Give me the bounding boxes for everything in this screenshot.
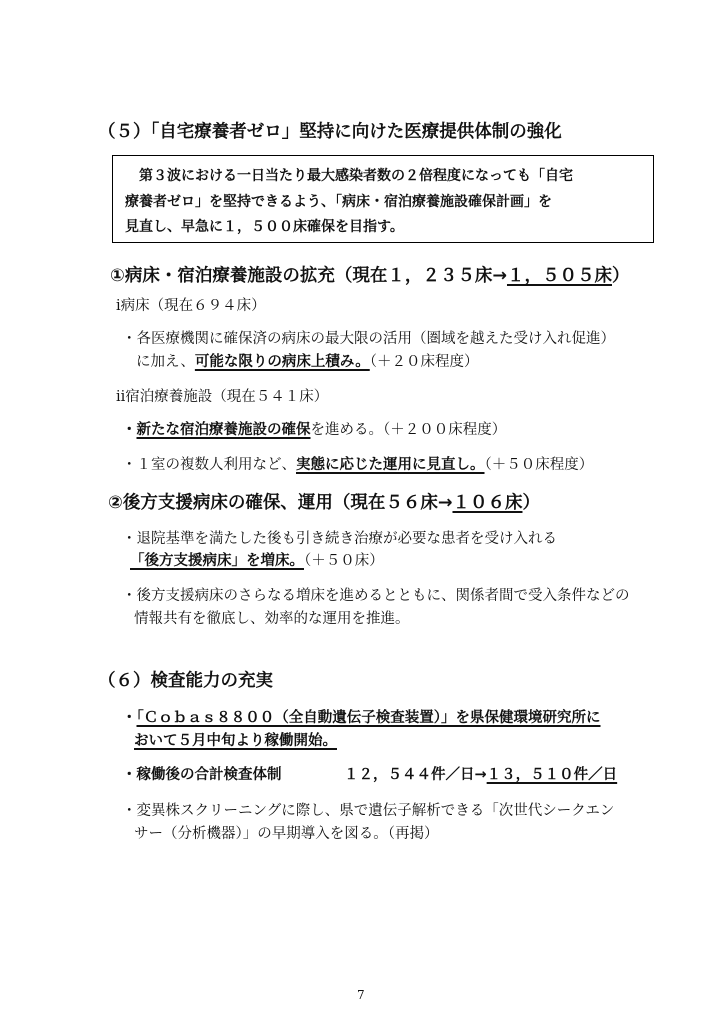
testing-capacity-values <box>344 763 617 784</box>
beds-bullet-prefix: に加え、 <box>136 354 195 370</box>
cobas-bullet-line-2: おいて５月中旬より稼働開始。 <box>134 733 337 749</box>
backup-bullet-1-emphasis: 「後方支援病床」を増床。 <box>130 553 304 569</box>
lodging-bullet-1-emphasis: 新たな宿泊療養施設の確保 <box>136 422 311 438</box>
lodging-bullet-2-emphasis: 実態に応じた運用に見直し。 <box>296 457 485 473</box>
subsection-2-title-close: ） <box>522 493 540 513</box>
backup-bullet-1-amount: （＋５０床） <box>304 553 384 569</box>
beds-bullet-amount: （＋２０床程度） <box>369 354 479 370</box>
lodging-bullet-1 <box>122 418 506 439</box>
lodging-bullet-2 <box>122 453 593 474</box>
beds-bullet-emphasis: 可能な限りの病床上積み。 <box>194 354 370 370</box>
subsection-2-target: １０６床 <box>452 493 523 513</box>
subsection-1-title-main: ①病床・宿泊療養施設の拡充（現在１，２３５床→ <box>110 266 507 286</box>
testing-capacity-label: ・稼働後の合計検査体制 <box>122 767 282 783</box>
backup-bullet-2-line-2: 情報共有を徹底し、効率的な運用を推進。 <box>134 611 410 627</box>
lodging-label: ⅱ宿泊療養施設（現在５４１床） <box>116 389 329 405</box>
section-5-heading: （５）「自宅療養者ゼロ」堅持に向けた医療提供体制の強化 <box>98 122 562 142</box>
beds-label: ⅰ病床（現在６９４床） <box>116 298 266 314</box>
testing-capacity-current: １２，５４４件／日→ <box>344 767 487 783</box>
summary-line-3: 見直し、早急に１，５００床確保を目指す。 <box>125 219 404 235</box>
subsection-1-title <box>110 262 629 287</box>
summary-line-2: 療養者ゼロ」を堅持できるよう、「病床・宿泊療養施設確保計画」を <box>125 194 552 210</box>
variant-bullet-line-1: ・変異株スクリーニングに際し、県で遺伝子解析できる「次世代シークエン <box>122 803 615 819</box>
testing-capacity-target: １３，５１０件／日 <box>486 767 618 783</box>
cobas-bullet-line-1 <box>122 706 601 727</box>
subsection-1-title-close: ） <box>611 266 630 286</box>
lodging-bullet-1-rest: を進める。（＋２００床程度） <box>310 422 507 438</box>
backup-bullet-2-line-1: ・後方支援病床のさらなる増床を進めるとともに、関係者間で受入条件などの <box>122 588 630 604</box>
section-6-heading: （６）検査能力の充実 <box>98 671 273 691</box>
subsection-2-title <box>108 489 540 514</box>
subsection-1-target: １，５０５床 <box>506 266 612 286</box>
summary-box <box>112 155 654 243</box>
cobas-bullet-dot: ・ <box>122 710 137 726</box>
lodging-bullet-2-prefix: ・１室の複数人利用など、 <box>122 457 296 473</box>
summary-line-1: 第３波における一日当たり最大感染者数の２倍程度になっても「自宅 <box>125 168 573 184</box>
backup-bullet-1-line-1: ・退院基準を満たした後も引き続き治療が必要な患者を受け入れる <box>122 531 557 547</box>
page-number: 7 <box>357 988 365 1002</box>
variant-bullet-line-2: サー（分析機器）」の早期導入を図る。（再掲） <box>134 826 439 842</box>
cobas-bullet-text: 「Ｃｏｂａｓ８８００（全自動遺伝子検査装置）」を県保健環境研究所に <box>136 710 601 726</box>
beds-bullet-line-2 <box>136 350 479 371</box>
lodging-bullet-1-dot: ・ <box>122 421 137 438</box>
subsection-2-title-main: ②後方支援病床の確保、運用（現在５６床→ <box>108 493 453 513</box>
backup-bullet-1-line-2 <box>130 549 384 570</box>
beds-bullet-line-1: ・各医療機関に確保済の病床の最大限の活用（圏域を越えた受け入れ促進） <box>122 331 615 347</box>
lodging-bullet-2-amount: （＋５０床程度） <box>484 457 594 473</box>
